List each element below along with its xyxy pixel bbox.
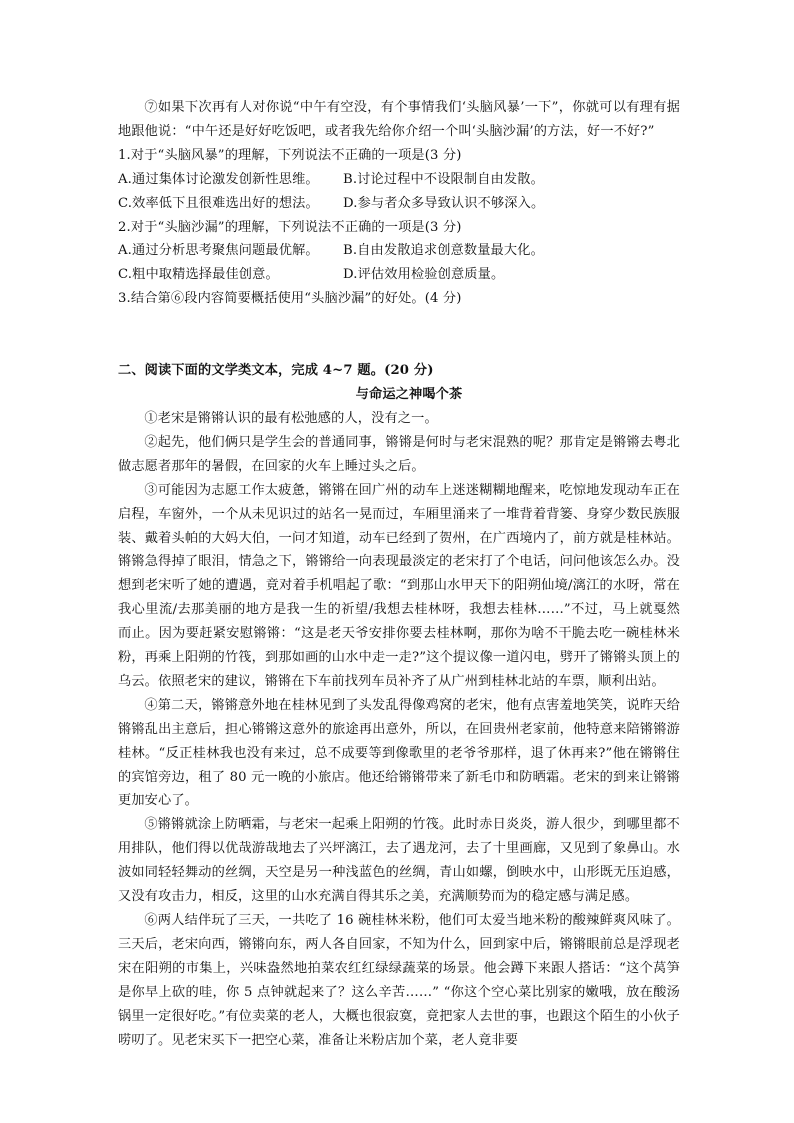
question-1-stem: 1.对于“头脑风暴”的理解，下列说法不正确的一项是(3 分)	[118, 147, 462, 163]
question-2-option-d: D.评估效用检验创意质量。	[343, 267, 505, 283]
story-paragraph-3: ③可能因为志愿工作太疲惫，锵锵在回广州的动车上迷迷糊糊地醒来，吃惊地发现动车正在启程，车窗外，一个从未见识过的站名一晃而过，车厢里涌来了一堆背着背篓、身穿少数民族服装、戴着头帕的大妈大伯，一问才知道，动车已经到了贺州，在广西境内了，前方就是桂林站。锵锵急得掉了眼泪，情急之下，锵锵给一向表现最淡定的老宋打了个电话，问问他该怎么办。没想到老宋听了她的遭遇，竟对着手机唱起了歌：“到那山水甲天下的阳朔仙境/漓江的水呀，常在我心里流/去那美丽的地方是我一生的祈望/我想去桂林呀，我想去桂林……”不过，马上就戛然而止。因为要赶紧安慰锵锵：“这是老天爷安排你要去桂林啊，那你为啥不干脆去吃一碗桂林米粉，再乘上阳朔的竹筏，到那如画的山水中走一走?”这个提议像一道闪电，劈开了锵锵头顶上的乌云。依照老宋的建议，锵锵在下车前找列车员补齐了从广州到桂林北站的车票，顺利出站。	[118, 482, 680, 689]
question-1-option-c: C.效率低下且很难选出好的想法。	[118, 195, 319, 211]
question-2-option-b: B.自由发散追求创意数量最大化。	[343, 243, 544, 259]
section-heading: 二、阅读下面的文学类文本，完成 4~7 题。(20 分)	[118, 363, 434, 379]
question-2-options-row-2	[118, 263, 680, 287]
story-paragraph-2: ②起先，他们俩只是学生会的普通同事，锵锵是何时与老宋混熟的呢？那肯定是锵锵去粤北做志愿者那年的暑假，在回家的火车上睡过头之后。	[118, 434, 680, 474]
story-paragraph-6: ⑥两人结伴玩了三天，一共吃了 16 碗桂林米粉，他们可太爱当地米粉的酸辣鲜爽风味了。三天后，老宋向西，锵锵向东，两人各自回家，不知为什么，回到家中后，锵锵眼前总是浮现老宋在阳朔的市集上，兴味盎然地拍菜农红红绿绿蔬菜的场景。他会蹲下来跟人搭话：“这个莴笋是你早上砍的哇，你 5 点钟就起来了？这么辛苦……” “你这个空心菜比别家的嫩哦，放在酸汤锅里一定很好吃。”有位卖菜的老人，大概也很寂寞，竟把家人去世的事，也跟这个陌生的小伙子唠叨了。见老宋买下一把空心菜，准备让米粉店加个菜，老人竟非要	[118, 913, 680, 1048]
question-1-options-row-2	[118, 192, 680, 216]
question-1-option-d: D.参与者众多导致认识不够深入。	[343, 195, 545, 211]
section-spacer	[118, 311, 680, 359]
question-2-options-row-1	[118, 239, 680, 263]
question-2-option-c: C.粗中取精选择最佳创意。	[118, 267, 279, 283]
paragraph-7: ⑦如果下次再有人对你说“中午有空没，有个事情我们‘头脑风暴’一下”，你就可以有理有据地跟他说：“中午还是好好吃饭吧，或者我先给你介绍一个叫‘头脑沙漏’的方法，好一不好?”	[118, 100, 680, 139]
question-1-option-b: B.讨论过程中不设限制自由发散。	[343, 171, 544, 187]
question-3: 3.结合第⑥段内容简要概括使用“头脑沙漏”的好处。(4 分)	[118, 291, 462, 307]
question-1-options-row-1	[118, 168, 680, 192]
question-2-stem: 2.对于“头脑沙漏”的理解，下列说法不正确的一项是(3 分)	[118, 219, 462, 235]
story-paragraph-5: ⑤锵锵就涂上防晒霜，与老宋一起乘上阳朔的竹筏。此时赤日炎炎，游人很少，到哪里都不用排队，他们得以优哉游哉地去了兴坪漓江，去了遇龙河，去了十里画廊，又见到了象鼻山。水波如同轻轻舞动的丝绸，天空是另一种浅蓝色的丝绸，青山如螺，倒映水中，山形既无压迫感，又没有攻击力，相反，这里的山水充满自得其乐之美，充满顺势而为的稳定感与满足感。	[118, 817, 680, 905]
story-paragraph-1: ①老宋是锵锵认识的最有松弛感的人，没有之一。	[144, 410, 438, 426]
story-paragraph-4: ④第二天，锵锵意外地在桂林见到了头发乱得像鸡窝的老宋，他有点害羞地笑笑，说昨天给锵锵乱出主意后，担心锵锵这意外的旅途再出意外，所以，在回贵州老家前，他特意来陪锵锵游桂林。“反正桂林我也没有来过，总不成要等到像歌里的老爷爷那样，退了休再来?”他在锵锵住的宾馆旁边，租了 80 元一晚的小旅店。他还给锵锵带来了新毛巾和防晒霜。老宋的到来让锵锵更加安心了。	[118, 697, 680, 809]
question-1-option-a: A.通过集体讨论激发创新性思维。	[118, 171, 319, 187]
question-2-option-a: A.通过分析思考聚焦问题最优解。	[118, 243, 319, 259]
document-page	[118, 96, 680, 1052]
story-title: 与命运之神喝个茶	[355, 387, 463, 403]
